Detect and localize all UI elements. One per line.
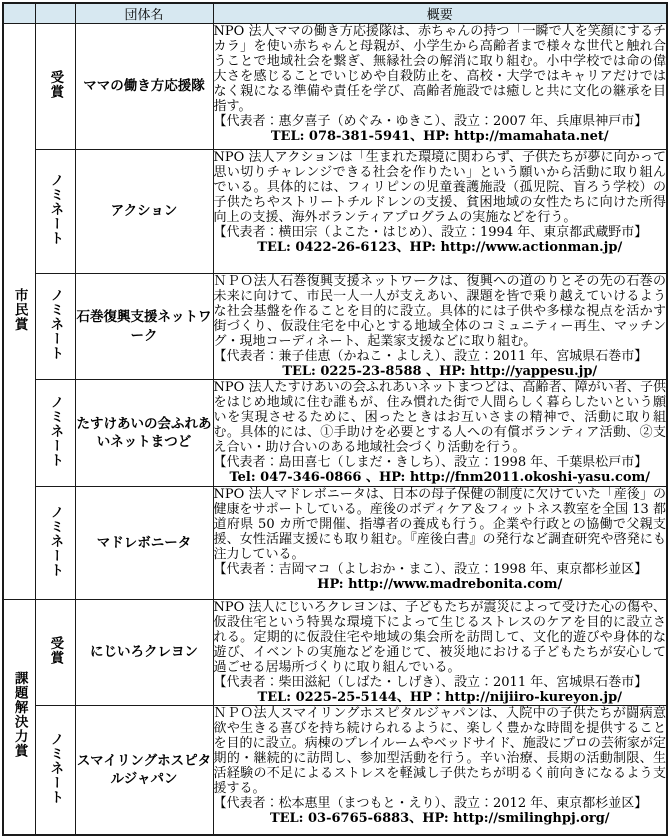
status-cell: [35, 600, 75, 706]
status-cell: [35, 380, 75, 487]
org-contact: TEL: 078-381-5941、HP: http://mamahata.net/: [270, 129, 609, 144]
status-cell: [35, 706, 75, 835]
org-name: にじいろクレヨン: [75, 600, 213, 706]
org-overview-cell: [213, 150, 667, 274]
table-row: [3, 600, 667, 706]
status-cell: [35, 274, 75, 380]
status-cell: [35, 150, 75, 274]
status-label: ノミネート: [47, 394, 64, 468]
org-contact: TEL: 03-6765-6883、HP: http://smilinghpj.org/: [269, 811, 610, 826]
org-description: NPO 法人たすけあいの会ふれあいネットまつどは、高齢者、障がい者、子供をはじめ地域に住む誰もが、住み慣れた街で人間らしく暮らしたいという願いを実現させるために、困ったときはお互いさまの精神で、活動に取り組む。具体的には、①手助けを必要とする人への有償ボランティア活動、②支え合い・助け合いのある地域社会づくり活動を行う。: [213, 380, 666, 455]
table-row: [3, 24, 667, 150]
category-label: 課題解決力賞: [11, 671, 28, 759]
org-representative: 【代表者：柴田滋紀（しばた・しげき）、設立：2011 年、宮城県石巻市】: [213, 675, 648, 690]
org-name: 石巻復興支援ネットワーク: [75, 274, 213, 380]
category-cell-shiminsho: [3, 24, 35, 600]
org-contact: TEL: 0225-25-5144、HP：http://nijiiro-kureyon.jp/: [257, 690, 622, 705]
org-description: NPO 法人アクションは「生まれた環境に関わらず、子供たちが夢に向かって思い切りチャレンジできる社会を作りたい」という願いから活動に取り組んでいる。具体的には、フィリピンの児童養護施設（孤児院、盲ろう学校）の子供たちやストリートチルドレンの支援、貧困地域の女性たちに向けた所得向上の支援、海外ボランティアプログラムの実施などを行う。: [213, 150, 666, 225]
org-contact: HP: http://www.madrebonita.com/: [317, 577, 563, 592]
org-description: ＮＰＯ法人石巻復興支援ネットワークは、復興への道のりとその先の石巻の未来に向けて、市民一人一人が支えあい、課題を皆で乗り越えていけるような社会基盤を作ることを目的に設立。具体的には子供や多様な視点を活かす街づくり、仮設住宅を中心とする地域全体のコミュニティー再生、マッチング・現地コーディネート、起業家支援などに取り組む。: [213, 274, 666, 349]
org-description: ＮＰＯ法人スマイリングホスピタルジャパンは、入院中の子供たちが闘病意欲や生きる喜びを持ち続けられるように、楽しく豊かな時間を提供することを目的に設立。病棟のプレイルームやベッドサイド、施設にプロの芸術家が定期的・継続的に訪問し、参加型活動を行う。辛い治療、長期の活動制限、生活経験の不足によるストレスを軽減し子供たちが明るく前向きになるよう支援する。: [213, 706, 666, 796]
table-row: [3, 274, 667, 380]
org-representative: 【代表者：横田宗（よこた・はじめ）、設立：1994 年、東京都武蔵野市】: [213, 225, 648, 240]
org-contact: Tel: 047-346-0866 、HP: http://fnm2011.okoshi-yasu.com/: [229, 470, 651, 485]
header-category-cell: [3, 3, 35, 24]
category-label: 市民賞: [11, 287, 28, 332]
table-header-row: [3, 3, 667, 24]
status-cell: [35, 487, 75, 600]
status-label: 受賞: [47, 636, 64, 665]
org-contact: TEL: 0225-23-8588 、HP: http://yappesu.jp/: [282, 364, 598, 379]
org-name: アクション: [75, 150, 213, 274]
npo-award-table: [2, 2, 668, 836]
org-representative: 【代表者：松本惠里（まつもと・えり）、設立：2012 年、東京都杉並区】: [213, 796, 648, 811]
org-contact: TEL: 0422-26-6123、HP: http://www.actionman.jp/: [257, 240, 623, 255]
org-description: NPO 法人マドレボニータは、日本の母子保健の制度に欠けていた「産後」の健康をサポートしている。産後のボディケア＆フィットネス教室を全国 13 都道府県 50 カ所で開催、指導者の養成も行う。企業や行政との協働で父親支援、女性活躍支援にも取り組む。『産後白書』の発行など調査研究や啓発にも注力している。: [213, 487, 666, 562]
header-org-name-cell: 団体名: [75, 3, 213, 24]
org-representative: 【代表者：島田喜七（しまだ・きしち）、設立：1998 年、千葉県松戸市】: [213, 455, 648, 470]
org-description: NPO 法人ママの働き方応援隊は、赤ちゃんの持つ「一瞬で人を笑顔にするチカラ」を使い赤ちゃんと母親が、小学生から高齢者まで様々な世代と触れ合うことで地域社会を繋ぎ、無縁社会の解消に取り組む。小中学校では命の偉大さを感じることでいじめや自殺防止を、高校・大学ではキャリアだけではなく親になる準備や責任を学び、高齢者施設では癒しと共に文化の継承を目指す。: [213, 24, 666, 114]
status-label: ノミネート: [47, 173, 64, 246]
org-overview-cell: [213, 24, 667, 150]
org-overview-cell: [213, 487, 667, 600]
org-overview-cell: [213, 600, 667, 706]
table-row: [3, 380, 667, 487]
status-label: ノミネート: [47, 288, 64, 361]
org-name: たすけあいの会ふれあいネットまつど: [75, 380, 213, 487]
status-label: ノミネート: [47, 504, 64, 578]
table-row: [3, 487, 667, 600]
org-representative: 【代表者：惠夕喜子（めぐみ・ゆきこ）、設立：2007 年、兵庫県神戸市】: [213, 114, 648, 129]
org-overview-cell: [213, 380, 667, 487]
status-cell: [35, 24, 75, 150]
table-row: [3, 150, 667, 274]
org-name: スマイリングホスピタルジャパン: [75, 706, 213, 835]
header-status-cell: [35, 3, 75, 24]
org-representative: 【代表者：吉岡マコ（よしおか・まこ）、設立：1998 年、東京都杉並区】: [213, 562, 648, 577]
org-overview-cell: [213, 706, 667, 835]
status-label: 受賞: [47, 70, 64, 99]
org-name: ママの働き方応援隊: [75, 24, 213, 150]
org-overview-cell: [213, 274, 667, 380]
org-description: NPO 法人にじいろクレヨンは、子どもたちが震災によって受けた心の傷や、仮設住宅という特異な環境下によって生じるストレスのケアを目的に設立される。定期的に仮設住宅や地域の集会所を訪問して、文化的遊びや身体的な遊び、イベントの実施などを通じて、被災地における子どもたちが安心して過ごせる居場所づくりに取り組んでいる。: [213, 600, 666, 675]
table-row: [3, 706, 667, 835]
org-name: マドレボニータ: [75, 487, 213, 600]
org-representative: 【代表者：兼子佳恵（かねこ・よしえ）、設立：2011 年、宮城県石巻市】: [213, 349, 648, 364]
status-label: ノミネート: [47, 731, 64, 804]
category-cell-kadaikaiketsu: [3, 600, 35, 835]
header-overview-cell: 概要: [213, 3, 667, 24]
